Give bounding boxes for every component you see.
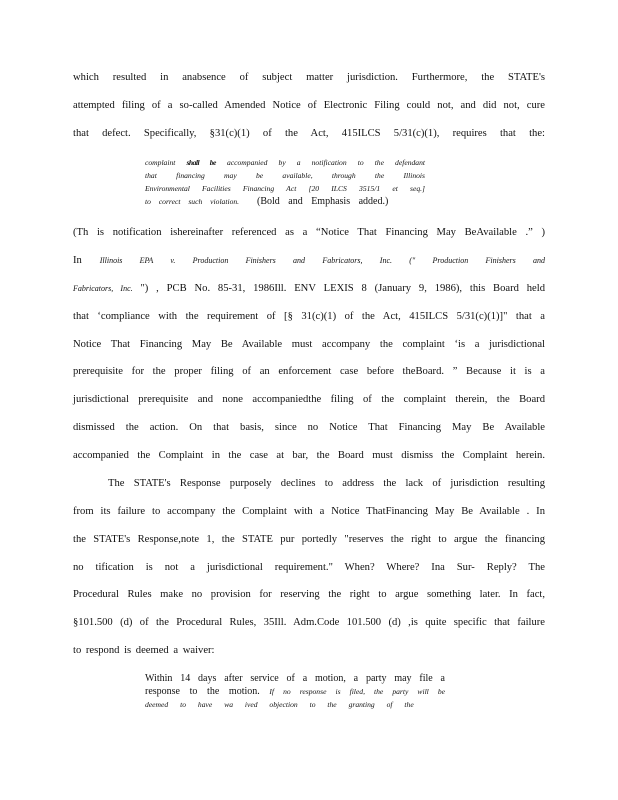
quote-line [145, 157, 425, 170]
quote-line [145, 196, 425, 209]
quote-line: Environmental Facilities Financing Act [20 ILCS 3515/1 et seq.] [145, 184, 425, 193]
quote-italic-text: deemed to have wa ived objection to the granting of the [145, 700, 414, 709]
text-line: to respond is deemed a waiver: [73, 645, 215, 656]
quote-line: Within 14 days after service of a motion, a party may file a [145, 673, 445, 684]
text-line: The STATE's Response purposely declines to address the lack of jurisdiction resulting [108, 478, 545, 489]
quote-italic-text: If no response is filed, the party will be [269, 687, 446, 696]
text-line [73, 282, 545, 296]
text-line: which resulted in anabsence of subject matter jurisdiction. Furthermore, the STATE's [73, 72, 545, 83]
text-line: no tification is not a jurisdictional requirement." When? Where? Ina Sur- Reply? The [73, 562, 545, 573]
text-line: (Th is notification ishereinafter referenced as a “Notice That Financing May BeAvailable .” ) [73, 227, 545, 238]
text-line: the STATE's Response,note 1, the STATE pur portedly "reserves the right to argue the financing [73, 534, 545, 545]
text-line: that defect. Specifically, §31(c)(1) of the Act, 415ILCS 5/31(c)(1), requires that the: [73, 128, 545, 139]
text-line: Procedural Rules make no provision for reserving the right to argue something later. In fact, [73, 589, 545, 600]
text-line: from its failure to accompany the Complaint with a Notice ThatFinancing May Be Available . In [73, 506, 545, 517]
text-line: §101.500 (d) of the Procedural Rules, 35Ill. Adm.Code 101.500 (d) ,is quite specific that failure [73, 617, 545, 628]
quote-text: to correct such violation. [145, 197, 240, 206]
case-citation-text: Fabricators, Inc. [73, 284, 133, 293]
text-span: ") , PCB No. 85-31, 1986Ill. ENV LEXIS 8 (January 9, 1986), this Board held [140, 283, 545, 294]
text-line: Notice That Financing May Be Available must accompany the complaint ‘is a jurisdictional [73, 339, 545, 350]
text-span: In [73, 255, 82, 266]
quote-text: accompanied by a notification to the defendant [226, 158, 425, 167]
quote-bold-text: shall be [186, 158, 216, 167]
quote-line [145, 685, 445, 698]
text-line: jurisdictional prerequisite and none accompaniedthe filing of the complaint therein, the Board [73, 394, 545, 405]
quote-line [145, 698, 445, 711]
text-line: dismissed the action. On that basis, since no Notice That Financing May Be Available [73, 422, 545, 433]
quote-annotation: (Bold and Emphasis added.) [256, 196, 389, 207]
case-citation-text: Illinois EPA v. Production Finishers and Fabricators, Inc. (" Production Finishers and [99, 256, 545, 265]
text-line: that ‘compliance with the requirement of [§ 31(c)(1) of the Act, 415ILCS 5/31(c)(1)]" that a [73, 311, 545, 322]
text-line: accompanied the Complaint in the case at bar, the Board must dismiss the Complaint herein. [73, 450, 545, 461]
quote-text: response to the motion. [145, 686, 260, 697]
text-line: prerequisite for the proper filing of an enforcement case before theBoard. ” Because it is a [73, 366, 545, 377]
text-line: attempted filing of a so-called Amended Notice of Electronic Filing could not, and did not, cure [73, 100, 545, 111]
text-line [73, 254, 545, 268]
quote-text: complaint [145, 158, 176, 167]
quote-line: that financing may be available, through the Illinois [145, 171, 425, 180]
